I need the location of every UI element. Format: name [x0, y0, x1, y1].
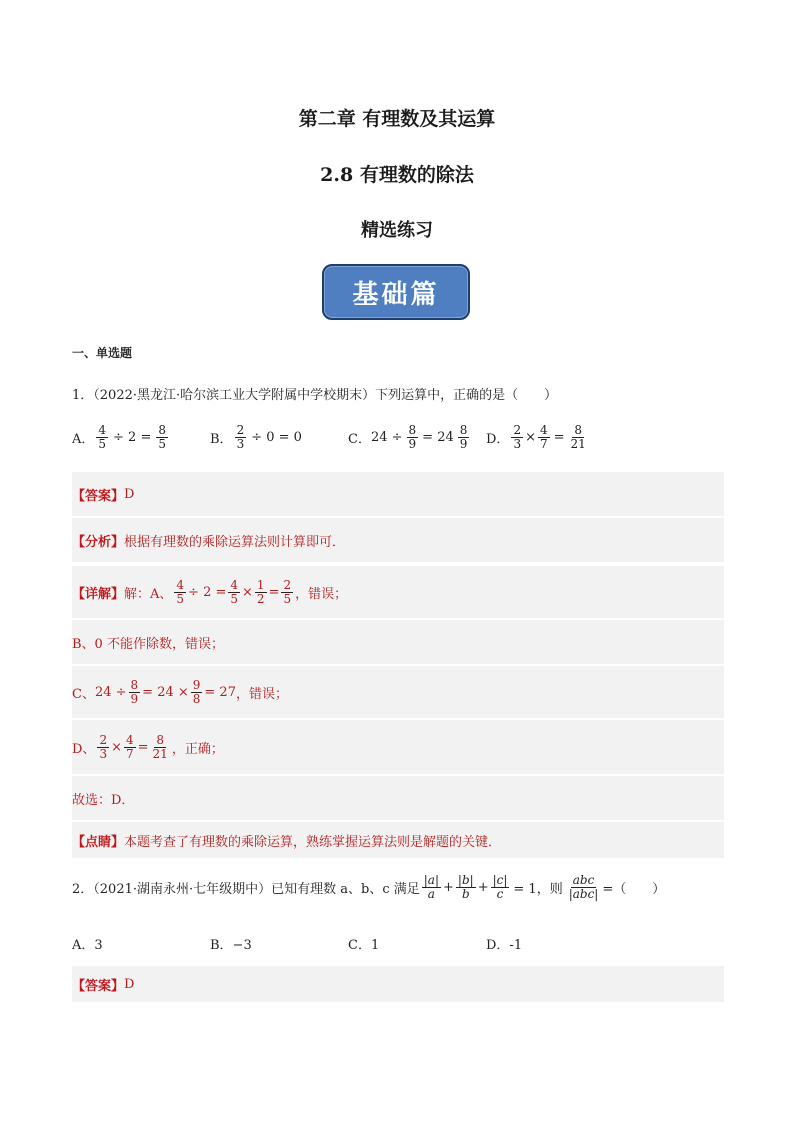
q2-stem: 2．（2021·湖南永州·七年级期中）已知有理数 a、b、c 满足 $\frac{|a|}{a}$ + $\frac{|b|}{b}$ + $\frac{|c|}{c}$ = 1，则 $\frac{\text{abc}}{\text{|abc|}}$ =（ ） [72, 873, 666, 901]
section-heading: 一、单选题 [72, 346, 133, 360]
q2-answer: 【答案】 D [72, 966, 724, 1002]
q2-option-b: B．−3 [210, 938, 252, 953]
q1-detail-c: C、 24 ÷ $\frac{8}{9}$ = 24 × $\frac{9}{8}$ = 27 ，错误； [72, 666, 724, 718]
q2-option-a: A．3 [72, 938, 103, 953]
q1-option-a: A． $\frac{4}{5}$ ÷ 2 = $\frac{8}{5}$ [72, 423, 166, 451]
section-title: 2.8 有理数的除法 [320, 164, 474, 186]
q2-option-c: C．1 [348, 938, 380, 953]
q1-detail-d: D、 $\frac{2}{3}$ × $\frac{4}{7}$ = $\frac{8}{21}$ ，正确； [72, 720, 724, 774]
q1-option-b: B． $\frac{2}{3}$ ÷ 0 = 0 [210, 423, 302, 451]
q1-option-d: D． $\frac{2}{3}$ × $\frac{4}{7}$ = $\frac{8}{21}$ [486, 423, 586, 451]
q1-detail-b: B、0 不能作除数，错误； [72, 620, 724, 664]
chapter-title: 第二章 有理数及其运算 [298, 108, 496, 130]
q1-answer: 【答案】 D [72, 472, 724, 516]
subtitle: 精选练习 [361, 220, 433, 241]
q1-detail-a: 【详解】 解：A、 $\frac{4}{5}$ ÷ 2 = $\frac{4}{5}$ × $\frac{1}{2}$ = $\frac{2}{5}$ ，错误； [72, 566, 724, 618]
q1-comment: 【点睛】 本题考查了有理数的乘除运算，熟练掌握运算法则是解题的关键． [72, 822, 724, 858]
q1-stem: 1．（2022·黑龙江·哈尔滨工业大学附属中学校期末）下列运算中，正确的是（ ） [72, 388, 558, 403]
level-badge: 基础篇 [322, 264, 470, 320]
q1-choose: 故选：D． [72, 776, 724, 820]
q1-analysis: 【分析】 根据有理数的乘除运算法则计算即可． [72, 518, 724, 562]
q2-option-d: D．-1 [486, 938, 523, 953]
q1-option-c: C． 24 ÷ $\frac{8}{9}$ = 24 $\frac{8}{9}$ [348, 423, 468, 451]
